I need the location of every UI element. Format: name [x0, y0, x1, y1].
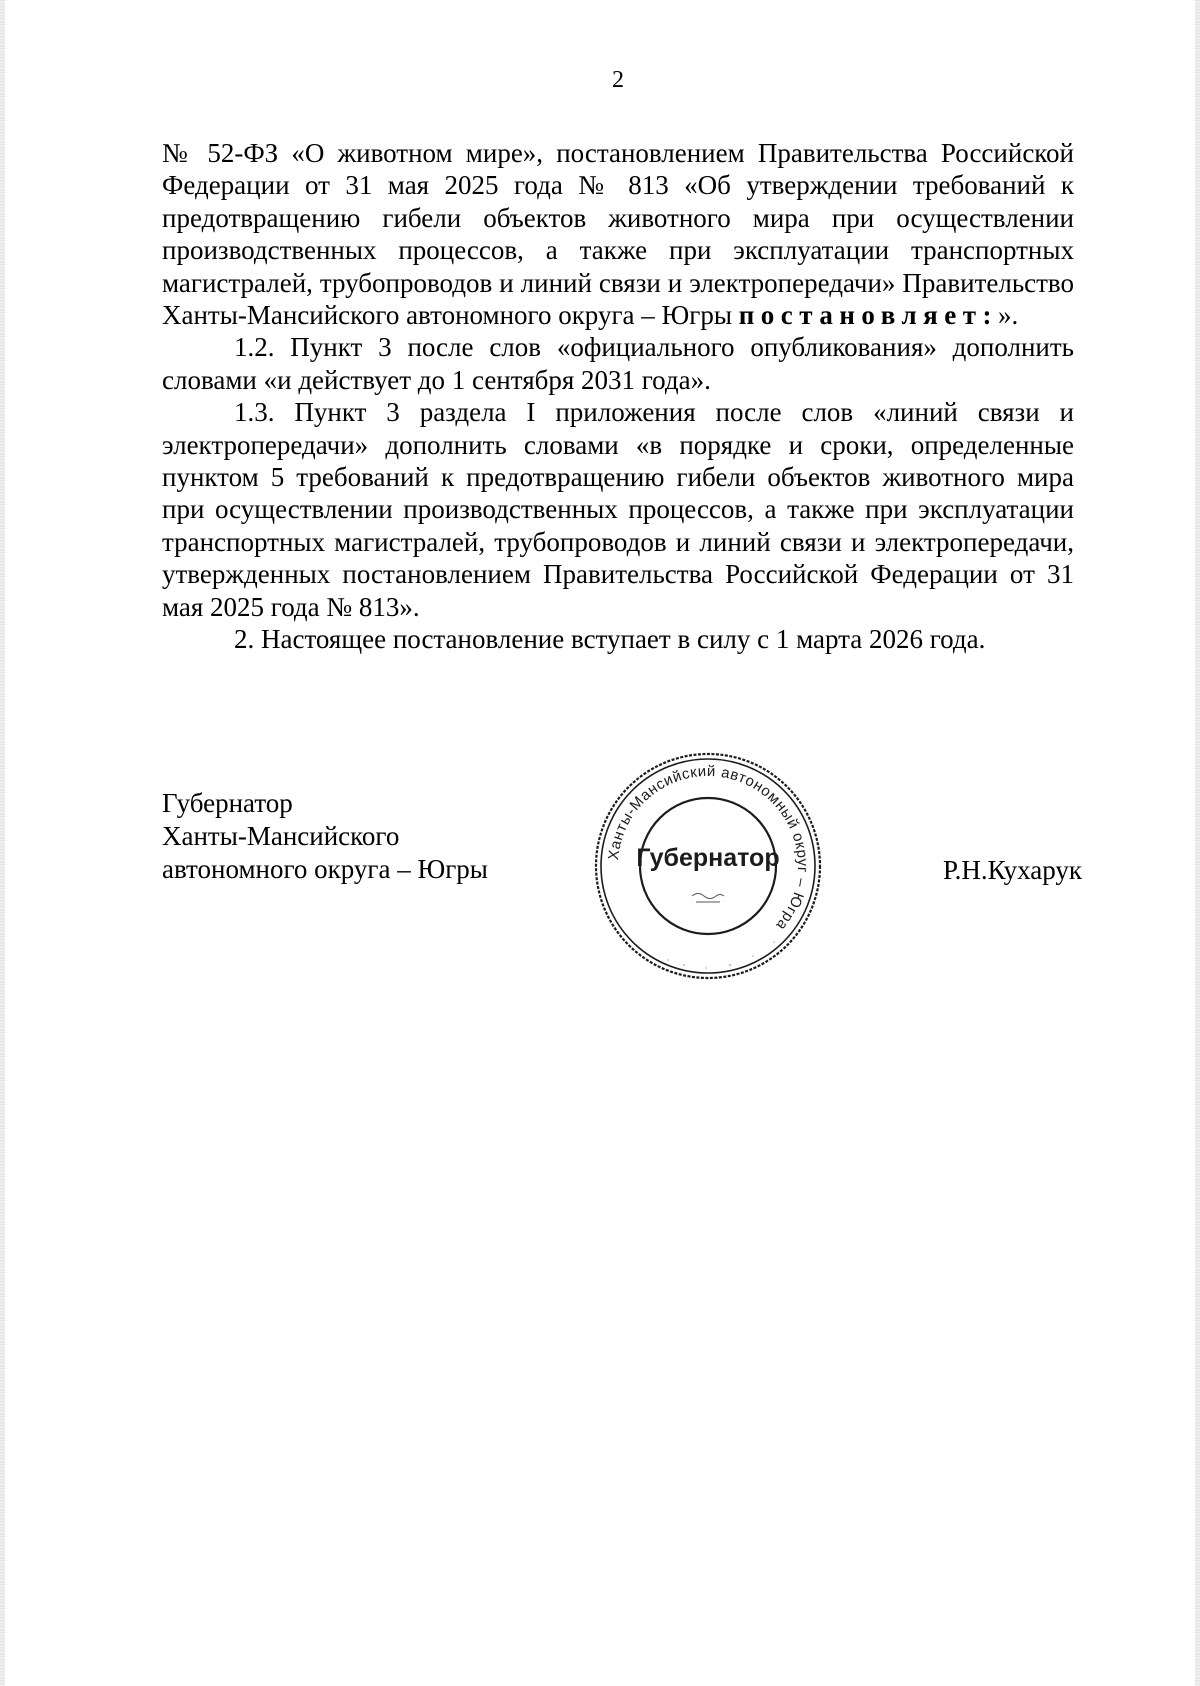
preamble-text: № 52-ФЗ «О животном мире», постановлением Правительства Российской Федерации от 31 мая 2025 года № 813 «Об утверждении требований к предотвращению гибели объектов животного мира при осуществлении производственных процессов, а также при эксплуатации транспортных магистралей, трубопроводов и линий связи и электропередачи» Правительство Ханты-Мансийского автономного округа – Югры: [162, 138, 1074, 331]
signatory-title: [162, 787, 542, 886]
official-seal: [588, 746, 828, 986]
resolves-keyword: постановляет:: [738, 300, 998, 331]
signatory-name: Р.Н.Кухарук: [942, 855, 1082, 885]
paragraph-1-3: 1.3. Пункт 3 раздела I приложения после слов «линий связи и электропередачи» дополнить словами «в порядке и сроки, определенные пунктом 5 требований к предотвращению гибели объектов животного мира при осуществлении производственных процессов, а также при эксплуатации транспортных магистралей, трубопроводов и линий связи и электропередачи, утвержденных постановлением Правительства Российской Федерации от 31 мая 2025 года № 813».: [162, 397, 1074, 622]
seal-ring-text: Ханты-Мансийский автономный округ – Югра: [605, 762, 812, 934]
paragraph-1-2: 1.2. Пункт 3 после слов «официального опубликования» дополнить словами «и действует до 1 сентября 2031 года».: [162, 332, 1074, 395]
seal-emblem-mark: [692, 894, 724, 903]
scan-edge-right: [1195, 0, 1200, 1686]
signatory-title-line-3: автономного округа – Югры: [162, 854, 488, 884]
scan-edge-left: [0, 0, 5, 1686]
preamble-tail: ».: [997, 300, 1019, 331]
document-body: [162, 137, 1074, 656]
signatory-title-line-1: Губернатор: [162, 788, 293, 818]
signatory-title-line-2: Ханты-Мансийского: [162, 821, 400, 851]
paragraph-preamble-continuation: [162, 137, 1074, 331]
paragraph-2: 2. Настоящее постановление вступает в силу с 1 марта 2026 года.: [234, 624, 986, 655]
page-number: 2: [612, 67, 624, 93]
seal-graphic: [588, 746, 828, 986]
seal-center-text: Губернатор: [636, 844, 780, 872]
